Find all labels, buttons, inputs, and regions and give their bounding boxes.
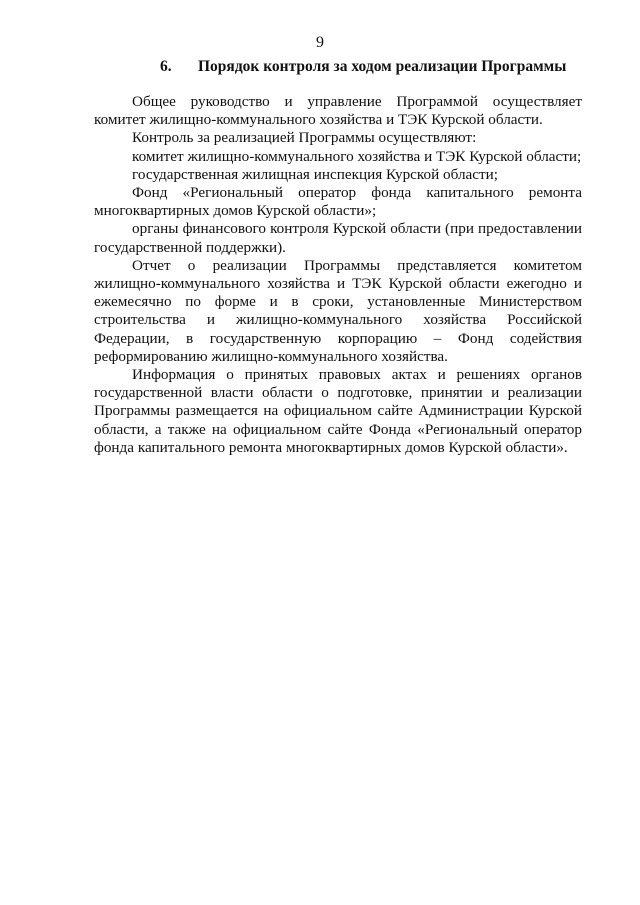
list-item-regional-fund: Фонд «Региональный оператор фонда капитального ремонта многоквартирных домов Курской области»; bbox=[94, 184, 582, 220]
paragraph-report: Отчет о реализации Программы представляется комитетом жилищно-коммунального хозяйства и ТЭК Курской области ежегодно и ежемесячно по форме и в сроки, установленные Министерством строительства и жилищно-коммунального хозяйства Российской Федерации, в государственную корпорацию – Фонд содействия реформированию жилищно-коммунального хозяйства. bbox=[94, 256, 582, 365]
paragraph-information: Информация о принятых правовых актах и решениях органов государственной власти области о подготовке, принятии и реализации Программы размещается на официальном сайте Администрации Курской области, а также на официальном сайте Фонда «Региональный оператор фонда капитального ремонта многоквартирных домов Курской области». bbox=[94, 366, 582, 456]
section-heading bbox=[160, 58, 566, 76]
section-title: Порядок контроля за ходом реализации Программы bbox=[198, 58, 567, 75]
page-number: 9 bbox=[316, 34, 324, 51]
list-item-financial-control: органы финансового контроля Курской области (при предоставлении государственной поддержки). bbox=[94, 220, 582, 256]
paragraph-general-management: Общее руководство и управление Программой осуществляет комитет жилищно-коммунального хозяйства и ТЭК Курской области. bbox=[94, 93, 582, 129]
list-item-committee: комитет жилищно-коммунального хозяйства и ТЭК Курской области; bbox=[132, 147, 582, 165]
section-body bbox=[94, 93, 582, 457]
section-number: 6. bbox=[160, 58, 172, 75]
paragraph-control-intro: Контроль за реализацией Программы осуществляют: bbox=[132, 129, 477, 147]
list-item-housing-inspection: государственная жилищная инспекция Курской области; bbox=[132, 165, 499, 183]
